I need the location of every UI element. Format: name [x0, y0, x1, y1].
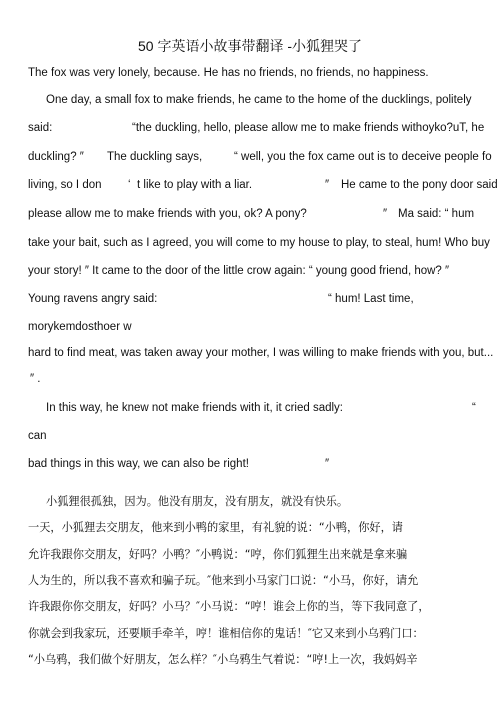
paragraph-line: ″ . [30, 373, 41, 385]
paragraph-line: living, so I don [28, 179, 102, 191]
paragraph-line: The duckling says, [107, 151, 203, 163]
paragraph-line: One day, a small fox to make friends, he came to the home of the ducklings, politely [46, 94, 472, 106]
paragraph-line: your story! ″ It came to the door of the little crow again: “ young good friend, how? ″ [28, 265, 450, 277]
paragraph-line: duckling? ″ [28, 151, 84, 163]
paragraph-line: morykemdosthoer w [28, 321, 132, 333]
paragraph-line: take your bait, such as I agreed, you will come to my house to play, to steal, hum! Who buy [28, 237, 490, 249]
translation-line: 许我跟你你交朋友，好吗？小马？″小马说：“哼！谁会上你的当，等下我同意了， [28, 600, 430, 613]
paragraph-line: “ [472, 402, 476, 414]
translation-line: 小狐狸很孤独，因为。他没有朋友，没有朋友，就没有快乐。 [46, 495, 349, 508]
paragraph-line: please allow me to make friends with you, ok? A pony? [28, 208, 307, 220]
translation-line: 你就会到我家玩，还要顺手牵羊，哼！谁相信你的鬼话！″它又来到小乌鸦门口： [28, 627, 424, 640]
translation-line: 允许我跟你交朋友，好吗？小鸭？″小鸭说：“哼，你们狐狸生出来就是拿来骗 [28, 548, 408, 561]
paragraph-line: said: [28, 122, 53, 134]
paragraph-line: ″ [325, 458, 330, 470]
paragraph-line: “ hum! Last time, [328, 293, 414, 305]
paragraph-line: He came to the pony door said [341, 179, 498, 191]
translation-line: 一天，小狐狸去交朋友，他来到小鸭的家里，有礼貌的说：“小鸭，你好，请 [28, 521, 403, 534]
paragraph-line: ″ [383, 208, 388, 220]
paragraph-line: hard to find meat, was taken away your mother, I was willing to make friends with you, but... [28, 347, 494, 359]
paragraph-line: t like to play with a liar. [137, 179, 253, 191]
paragraph-line: In this way, he knew not make friends with it, it cried sadly: [46, 402, 343, 414]
paragraph-line: Ma said: “ hum [398, 208, 475, 220]
paragraph-line: ″ [325, 179, 330, 191]
translation-line: “小乌鸦，我们做个好朋友，怎么样？″小乌鸦生气着说：“哼!上一次，我妈妈辛 [28, 653, 418, 666]
paragraph-line: can [28, 430, 47, 442]
paragraph-line: “the duckling, hello, please allow me to make friends withoyko?uT, he [132, 122, 485, 134]
paragraph-line: Young ravens angry said: [28, 293, 158, 305]
paragraph-line: The fox was very lonely, because. He has no friends, no friends, no happiness. [28, 67, 429, 79]
document-title: 50 字英语小故事带翻译 -小狐狸哭了 [137, 38, 362, 54]
translation-line: 人为生的，所以我不喜欢和骗子玩。″他来到小马家门口说：“小马，你好，请允 [28, 574, 419, 587]
paragraph-line: ‘ [128, 179, 131, 191]
paragraph-line: “ well, you the fox came out is to deceive people fo [234, 151, 492, 163]
paragraph-line: bad things in this way, we can also be right! [28, 458, 249, 470]
